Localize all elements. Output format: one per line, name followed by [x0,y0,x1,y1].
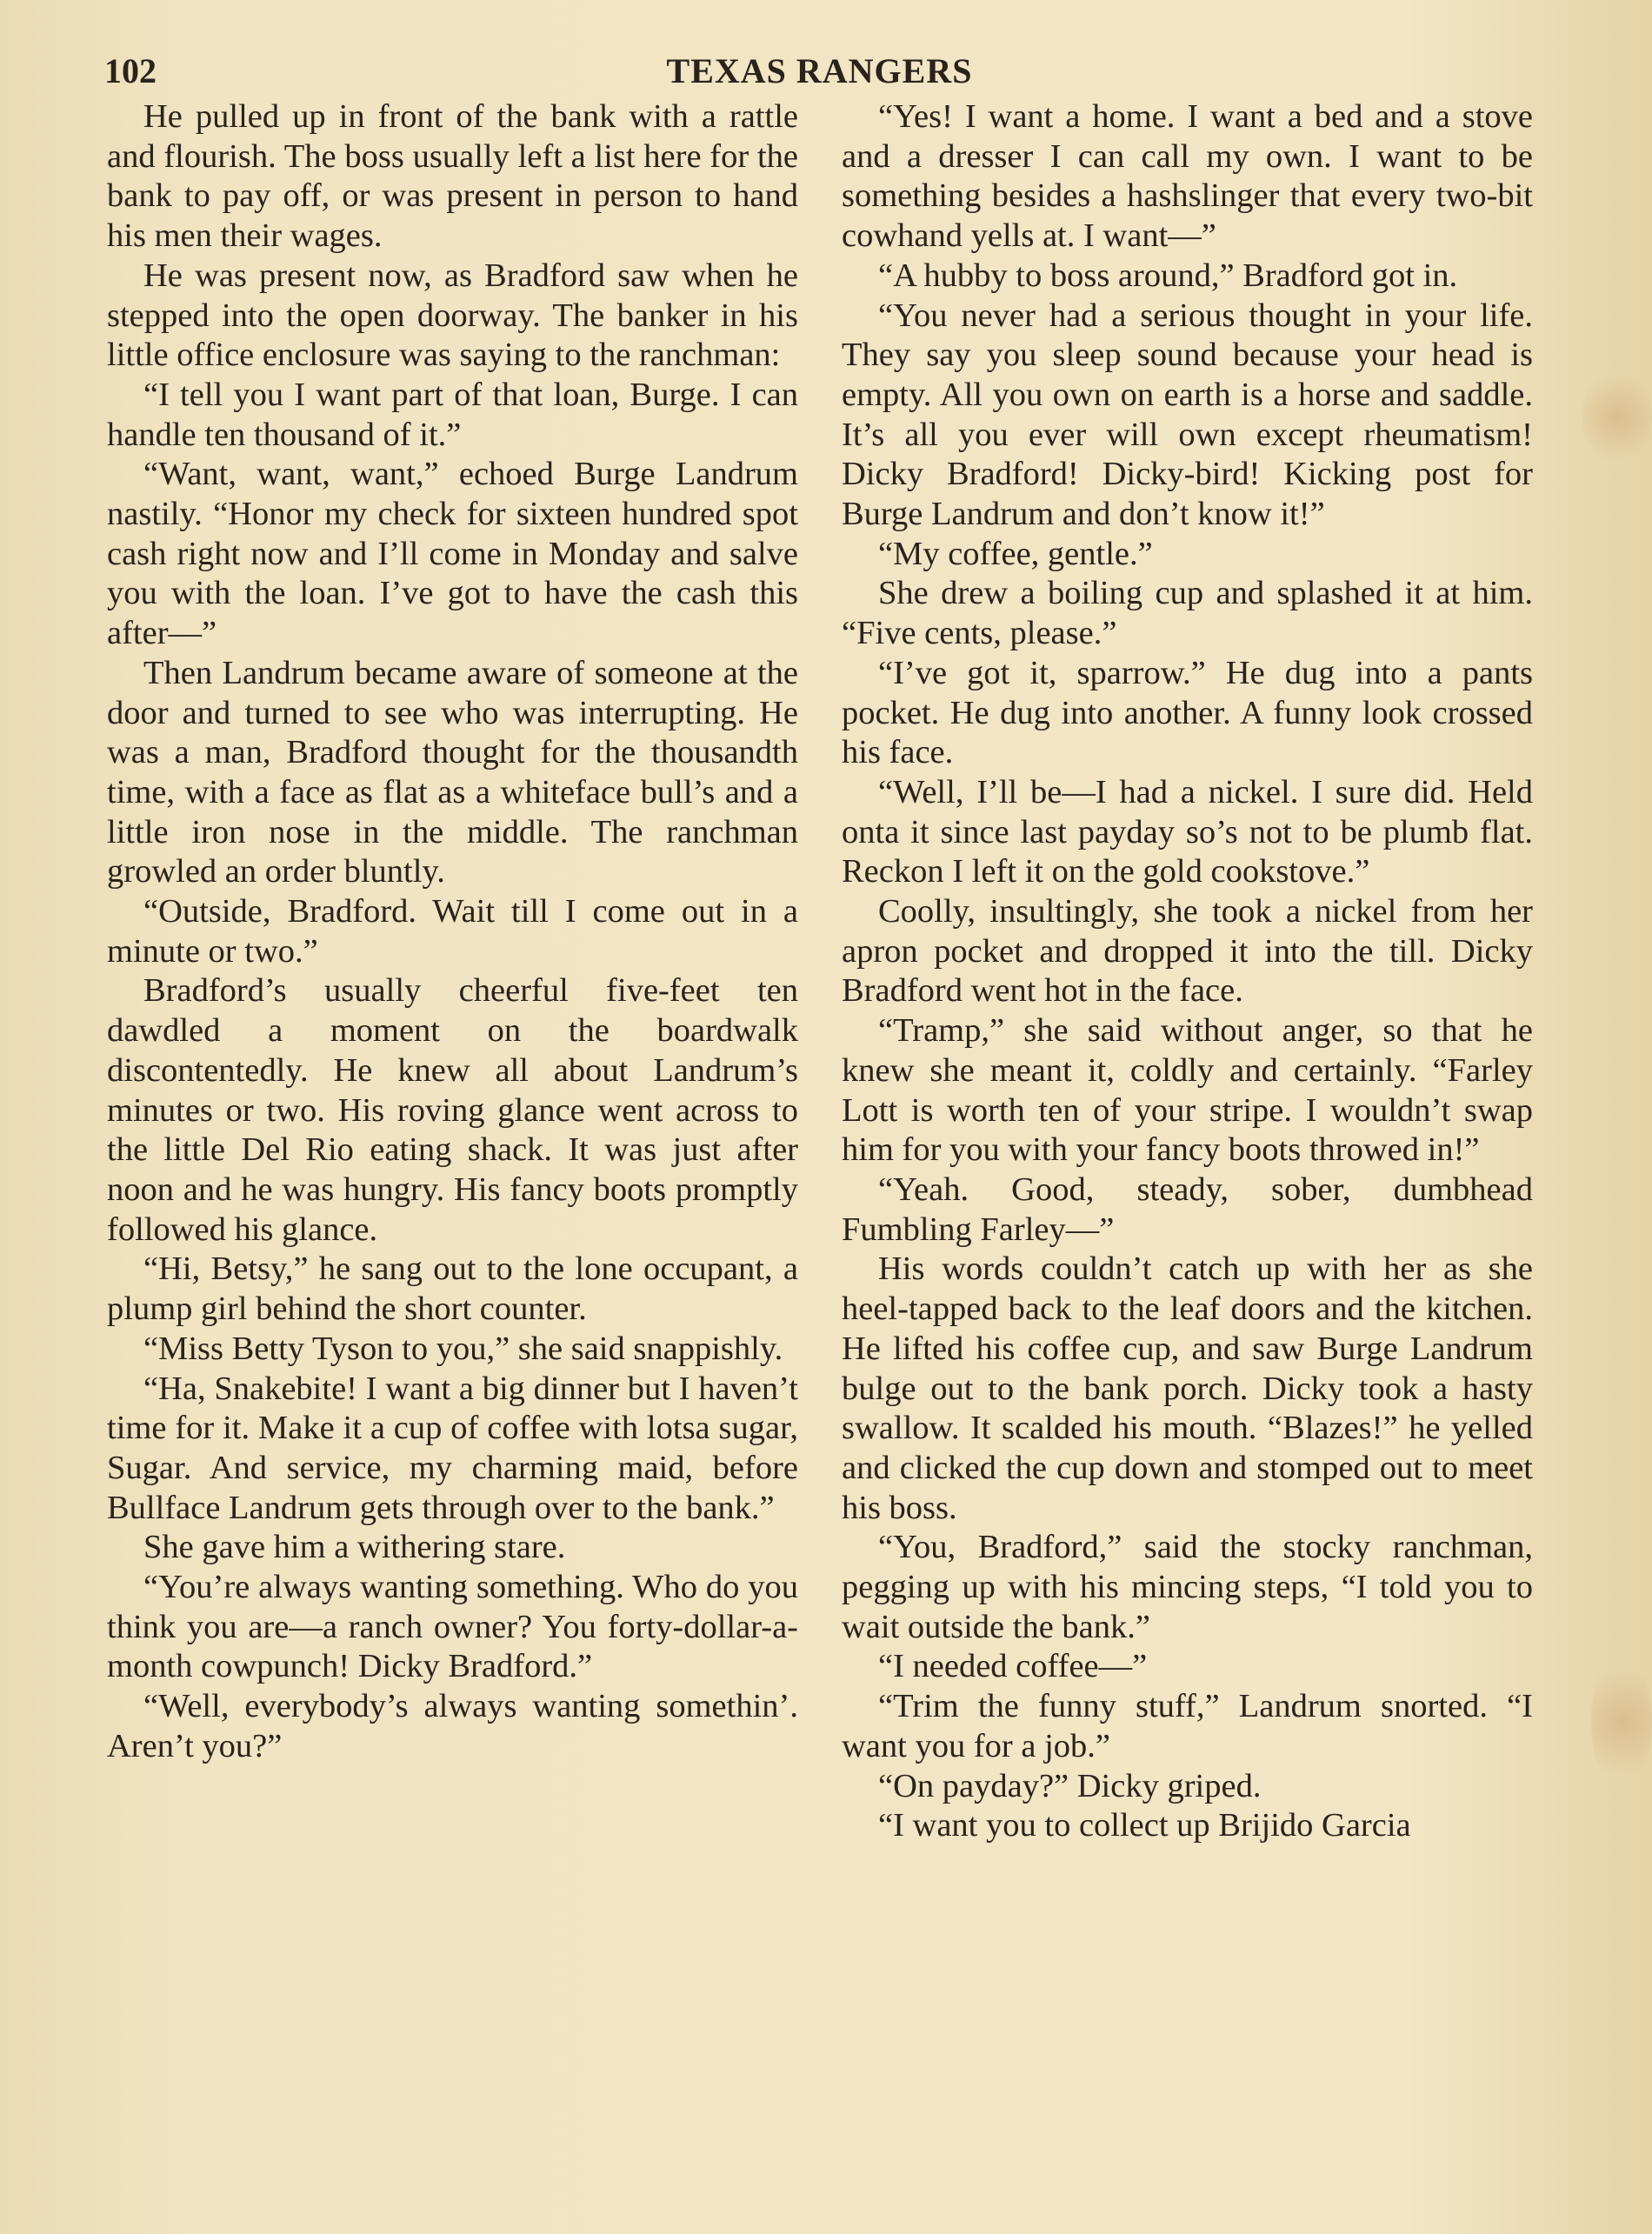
paragraph: He was present now, as Bradford saw when he stepped into the open doorway. The banker in his little office enclosure was saying to the ranchman: [107,257,798,374]
paragraph: “Want, want, want,” echoed Burge Landrum nastily. “Honor my check for sixteen hundred spot cash right now and I’ll come in Monday and salve you with the loan. I’ve got to have the cash this after—” [107,456,798,652]
paper-stain [1582,365,1652,470]
right-column [842,97,1533,1846]
page-header [104,50,1535,94]
paragraph: “I’ve got it, sparrow.” He dug into a pants pocket. He dug into another. A funny look crossed his face. [842,654,1533,771]
paragraph: Coolly, insultingly, she took a nickel from her apron pocket and dropped it into the till. Dicky Bradford went hot in the face. [842,893,1533,1010]
paragraph: “On payday?” Dicky griped. [878,1767,1262,1804]
paragraph: “Well, I’ll be—I had a nickel. I sure did. Held onta it since last payday so’s not to be plumb flat. Reckon I left it on the gold cookstove.” [842,773,1533,890]
paragraph: He pulled up in front of the bank with a rattle and flourish. The boss usually left a list here for the bank to pay off, or was present in person to hand his men their wages. [107,98,798,255]
paragraph: “I want you to collect up Brijido Garcia [878,1807,1411,1844]
paper-stain [1591,1652,1652,1791]
paragraph: “Yes! I want a home. I want a bed and a stove and a dresser I can call my own. I want to be something besides a hashslinger that every two-bit cowhand yells at. I want—” [842,98,1533,255]
page-number: 102 [104,51,157,90]
paragraph: “I needed coffee—” [878,1648,1148,1685]
paragraph: “You never had a serious thought in your life. They say you sleep sound because your head is empty. All you own on earth is a horse and saddle. It’s all you ever will own except rheumatism! Dicky Bradford! Dicky-bird! Kicking post for Burge Landrum and don’t know it!” [842,297,1533,533]
paragraph: “You, Bradford,” said the stocky ranchman, pegging up with his mincing steps, “I told you to wait outside the bank.” [842,1529,1533,1645]
paragraph: “Outside, Bradford. Wait till I come out in a minute or two.” [107,893,798,970]
left-column [107,97,798,1767]
paragraph: “My coffee, gentle.” [878,535,1153,572]
paragraph: “Trim the funny stuff,” Landrum snorted. “I want you for a job.” [842,1688,1533,1764]
running-head: TEXAS RANGERS [666,51,973,90]
paragraph: “You’re always wanting something. Who do you think you are—a ranch owner? You forty-dollar-a-month cowpunch! Dicky Bradford.” [107,1569,798,1685]
paragraph: Then Landrum became aware of someone at the door and turned to see who was interrupting. He was a man, Bradford thought for the thousandth time, with a face as flat as a whiteface bull’s and a little iron nose in the middle. The ranchman growled an order bluntly. [107,654,798,890]
paragraph: “Yeah. Good, steady, sober, dumbhead Fumbling Farley—” [842,1170,1533,1248]
paragraph: “I tell you I want part of that loan, Burge. I can handle ten thousand of it.” [107,376,798,453]
paragraph: “Tramp,” she said without anger, so that he knew she meant it, coldly and certainly. “Farley Lott is worth ten of your stripe. I wouldn’t swap him for you with your fancy boots throwed in!” [842,1012,1533,1169]
paragraph: Bradford’s usually cheerful five-feet ten dawdled a moment on the boardwalk discontentedly. He knew all about Landrum’s minutes or two. His roving glance went across to the little Del Rio eating shack. It was just after noon and he was hungry. His fancy boots promptly followed his glance. [107,972,798,1248]
paragraph: She gave him a withering stare. [143,1529,566,1566]
paragraph: “A hubby to boss around,” Bradford got in. [878,257,1458,294]
paragraph: “Miss Betty Tyson to you,” she said snappishly. [143,1330,783,1367]
paragraph: His words couldn’t catch up with her as she heel-tapped back to the leaf doors and the kitchen. He lifted his coffee cup, and saw Burge Landrum bulge out to the bank porch. Dicky took a hasty swallow. It scalded his mouth. “Blazes!” he yelled and clicked the cup down and stomped out to meet his boss. [842,1250,1533,1526]
paragraph: She drew a boiling cup and splashed it at him. “Five cents, please.” [842,575,1533,652]
paragraph: “Well, everybody’s always wanting somethin’. Aren’t you?” [107,1688,798,1764]
paragraph: “Hi, Betsy,” he sang out to the lone occupant, a plump girl behind the short counter. [107,1250,798,1328]
paragraph: “Ha, Snakebite! I want a big dinner but I haven’t time for it. Make it a cup of coffee with lotsa sugar, Sugar. And service, my charming maid, before Bullface Landrum gets through over to the bank.” [107,1370,798,1526]
